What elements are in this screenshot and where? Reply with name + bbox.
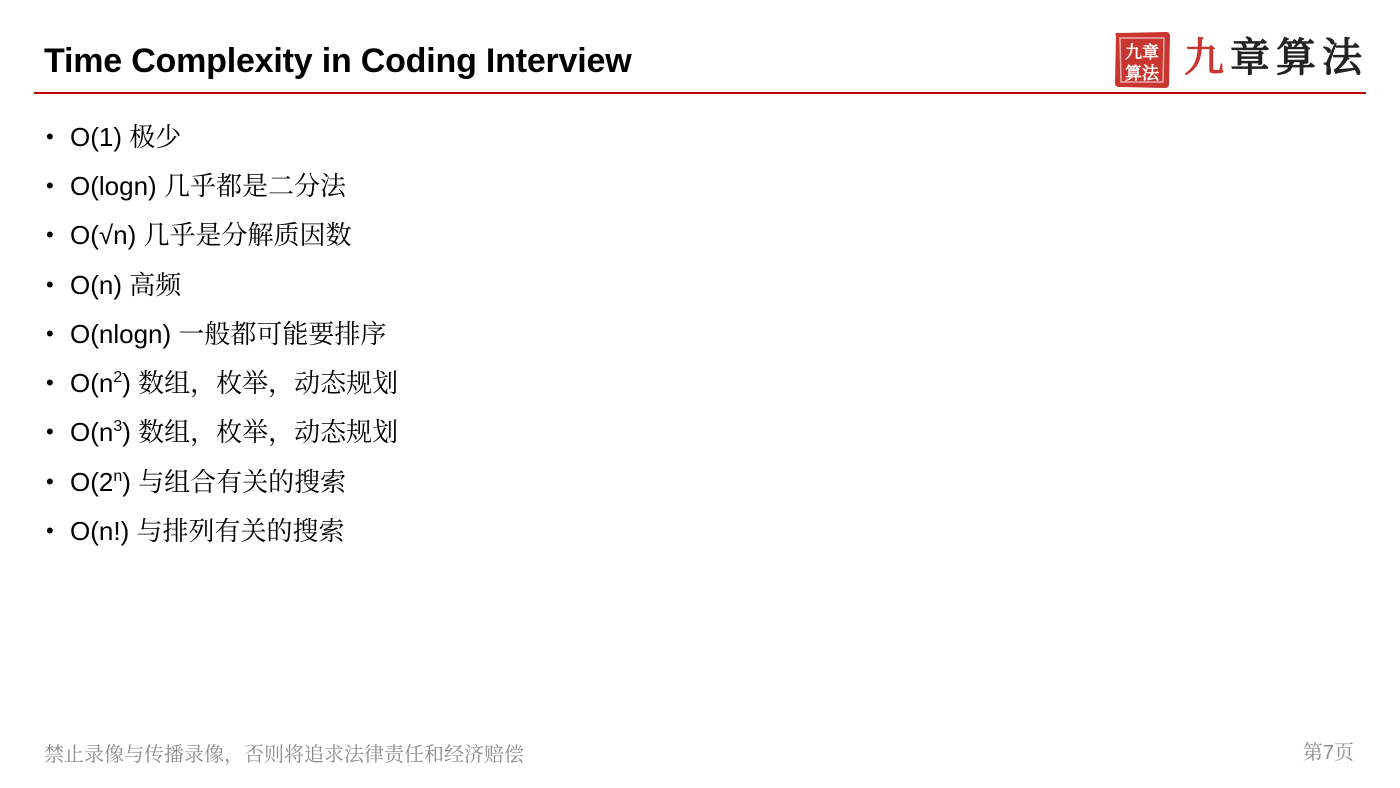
complexity-notation: O(2$^n$) <box>70 466 131 497</box>
list-item <box>46 211 398 260</box>
complexity-notation: O(√n) <box>70 220 137 251</box>
complexity-description: 与组合有关的搜索 <box>138 466 347 497</box>
list-item <box>46 408 398 457</box>
bullet-dot: • <box>46 320 54 346</box>
complexity-description: 高频 <box>129 269 182 300</box>
title-divider <box>34 92 1366 94</box>
bullet-dot: • <box>46 123 54 149</box>
list-item <box>46 309 398 358</box>
svg-text:九章: 九章 <box>1125 43 1159 63</box>
complexity-description: 与排列有关的搜索 <box>136 516 345 547</box>
complexity-description: 数组，枚举，动态规划 <box>138 417 399 448</box>
list-item <box>46 112 398 161</box>
complexity-notation: O(n) <box>70 269 122 300</box>
list-item <box>46 161 398 210</box>
bullet-dot: • <box>46 518 54 544</box>
list-item <box>46 506 398 555</box>
complexity-notation: $O(n^2)$ <box>70 368 131 399</box>
complexity-list <box>46 112 398 556</box>
svg-text:算法: 算法 <box>1125 64 1159 84</box>
bullet-dot: • <box>46 419 54 445</box>
bullet-dot: • <box>46 222 54 248</box>
complexity-description: 一般都可能要排序 <box>178 318 387 349</box>
list-item <box>46 457 398 506</box>
logo-wordmark-rest: 章算法 <box>1230 34 1368 81</box>
copyright-notice: 禁止录像与传播录像，否则将追求法律责任和经济赔偿 <box>44 744 524 766</box>
complexity-notation: $O(n^3)$ <box>70 417 131 448</box>
complexity-notation: O(nlogn) <box>70 318 172 349</box>
complexity-description: 极少 <box>129 121 182 152</box>
complexity-description: 数组，枚举，动态规划 <box>138 368 399 399</box>
bullet-dot: • <box>46 172 54 198</box>
bullet-dot: • <box>46 468 54 494</box>
seal-icon <box>1112 30 1172 90</box>
complexity-notation: O(1) <box>70 121 122 152</box>
jiuzhang-logo <box>1108 26 1366 92</box>
bullet-dot: • <box>46 370 54 396</box>
complexity-notation: O(n!) <box>70 516 130 547</box>
list-item <box>46 358 398 407</box>
logo-wordmark-first: 九 <box>1184 34 1230 81</box>
list-item <box>46 260 398 309</box>
page-number: 第7页 <box>1302 742 1354 764</box>
bullet-dot: • <box>46 271 54 297</box>
complexity-notation: O(logn) <box>70 170 157 201</box>
complexity-description: 几乎是分解质因数 <box>143 220 352 251</box>
logo-wordmark <box>1184 32 1368 84</box>
slide-title: Time Complexity in Coding Interview <box>44 42 632 80</box>
complexity-description: 几乎都是二分法 <box>163 170 346 201</box>
